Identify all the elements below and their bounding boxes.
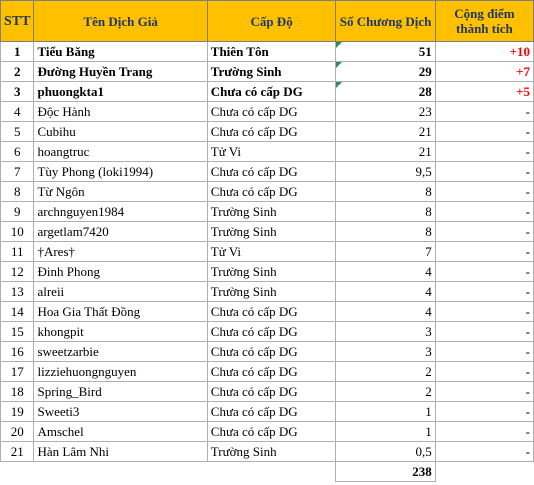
row-stt-cell[interactable]: 2 [1,62,34,82]
row-name-cell[interactable]: Độc Hành [34,102,207,122]
total-chapters-cell[interactable]: 238 [336,462,435,482]
header-stt[interactable]: STT [1,1,34,42]
row-level-cell[interactable]: Chưa có cấp DG [207,82,336,102]
row-chapters-cell[interactable]: 7 [336,242,435,262]
row-name-cell[interactable]: Đinh Phong [34,262,207,282]
row-chapters-cell[interactable]: 21 [336,142,435,162]
row-chapters-cell[interactable]: 4 [336,302,435,322]
row-name-cell[interactable]: lizziehuongnguyen [34,362,207,382]
table-row [1,362,534,382]
row-level-cell[interactable]: Chưa có cấp DG [207,122,336,142]
row-stt-cell[interactable]: 16 [1,342,34,362]
row-chapters-cell[interactable]: 1 [336,422,435,442]
row-stt-cell[interactable]: 8 [1,182,34,202]
row-chapters-cell[interactable]: 8 [336,222,435,242]
row-stt-cell[interactable]: 11 [1,242,34,262]
row-stt-cell[interactable]: 9 [1,202,34,222]
row-name-cell[interactable]: alreii [34,282,207,302]
row-bonus-cell[interactable]: +10 [435,42,533,62]
table-row [1,162,534,182]
row-stt-cell[interactable]: 17 [1,362,34,382]
row-name-cell[interactable]: archnguyen1984 [34,202,207,222]
row-stt-cell[interactable]: 15 [1,322,34,342]
row-bonus-cell[interactable]: - [435,142,533,162]
row-stt-cell[interactable]: 5 [1,122,34,142]
row-name-cell[interactable]: Sweeti3 [34,402,207,422]
table-row [1,142,534,162]
row-stt-cell[interactable]: 6 [1,142,34,162]
row-name-cell[interactable]: Đường Huyền Trang [34,62,207,82]
table-row [1,442,534,462]
row-chapters-cell[interactable]: 3 [336,342,435,362]
row-name-cell[interactable]: argetlam7420 [34,222,207,242]
row-name-cell[interactable]: sweetzarbie [34,342,207,362]
table-row [1,62,534,82]
row-level-cell[interactable]: Trường Sinh [207,62,336,82]
row-bonus-cell[interactable]: - [435,182,533,202]
row-bonus-cell[interactable]: - [435,202,533,222]
row-chapters-cell[interactable]: 4 [336,262,435,282]
row-bonus-cell[interactable]: - [435,402,533,422]
row-level-cell[interactable]: Chưa có cấp DG [207,102,336,122]
row-level-cell[interactable]: Trường Sinh [207,442,336,462]
row-chapters-cell[interactable]: 51 [336,42,435,62]
row-chapters-cell[interactable]: 9,5 [336,162,435,182]
row-level-cell[interactable]: Trường Sinh [207,282,336,302]
row-name-cell[interactable]: Cubihu [34,122,207,142]
row-level-cell[interactable]: Trường Sinh [207,262,336,282]
row-level-cell[interactable]: Trường Sinh [207,202,336,222]
row-stt-cell[interactable]: 1 [1,42,34,62]
header-row [1,1,534,42]
row-bonus-cell[interactable]: - [435,102,533,122]
row-chapters-cell[interactable]: 28 [336,82,435,102]
row-bonus-cell[interactable]: - [435,322,533,342]
row-chapters-cell[interactable]: 21 [336,122,435,142]
row-stt-cell[interactable]: 18 [1,382,34,402]
row-name-cell[interactable]: Spring_Bird [34,382,207,402]
row-bonus-cell[interactable]: - [435,242,533,262]
table-row [1,342,534,362]
table-row [1,82,534,102]
row-bonus-cell[interactable]: - [435,222,533,242]
row-name-cell[interactable]: khongpit [34,322,207,342]
row-level-cell[interactable]: Chưa có cấp DG [207,302,336,322]
table-row [1,322,534,342]
table-row [1,282,534,302]
row-chapters-cell[interactable]: 23 [336,102,435,122]
table-row [1,242,534,262]
row-name-cell[interactable]: Tùy Phong (loki1994) [34,162,207,182]
table-row [1,422,534,442]
row-name-cell[interactable]: Từ Ngôn [34,182,207,202]
row-level-cell[interactable]: Chưa có cấp DG [207,342,336,362]
row-bonus-cell[interactable]: - [435,282,533,302]
row-name-cell[interactable]: Hàn Lâm Nhi [34,442,207,462]
row-chapters-cell[interactable]: 0,5 [336,442,435,462]
row-stt-cell[interactable]: 12 [1,262,34,282]
row-level-cell[interactable]: Tử Vi [207,242,336,262]
row-level-cell[interactable]: Chưa có cấp DG [207,382,336,402]
row-stt-cell[interactable]: 19 [1,402,34,422]
row-name-cell[interactable]: †Ares† [34,242,207,262]
row-bonus-cell[interactable]: - [435,382,533,402]
row-chapters-cell[interactable]: 8 [336,202,435,222]
table-row [1,182,534,202]
row-bonus-cell[interactable]: - [435,422,533,442]
header-name[interactable]: Tên Dịch Giả [34,1,207,42]
row-name-cell[interactable]: Amschel [34,422,207,442]
row-bonus-cell[interactable]: - [435,342,533,362]
total-row [1,462,534,482]
table-row [1,402,534,422]
row-name-cell[interactable]: hoangtruc [34,142,207,162]
row-level-cell[interactable]: Chưa có cấp DG [207,402,336,422]
row-level-cell[interactable]: Trường Sinh [207,222,336,242]
row-chapters-cell[interactable]: 4 [336,282,435,302]
row-chapters-cell[interactable]: 29 [336,62,435,82]
total-empty-cell[interactable] [34,462,207,482]
row-chapters-cell[interactable]: 2 [336,362,435,382]
row-level-cell[interactable]: Thiên Tôn [207,42,336,62]
row-bonus-cell[interactable]: - [435,302,533,322]
header-level[interactable]: Cấp Độ [207,1,336,42]
row-bonus-cell[interactable]: - [435,162,533,182]
row-bonus-cell[interactable]: - [435,262,533,282]
row-stt-cell[interactable]: 7 [1,162,34,182]
row-stt-cell[interactable]: 10 [1,222,34,242]
row-level-cell[interactable]: Chưa có cấp DG [207,162,336,182]
row-stt-cell[interactable]: 14 [1,302,34,322]
row-name-cell[interactable]: Tiểu Băng [34,42,207,62]
row-stt-cell[interactable]: 13 [1,282,34,302]
row-level-cell[interactable]: Chưa có cấp DG [207,422,336,442]
row-stt-cell[interactable]: 4 [1,102,34,122]
row-stt-cell[interactable]: 20 [1,422,34,442]
table-row [1,102,534,122]
row-stt-cell[interactable]: 3 [1,82,34,102]
row-chapters-cell[interactable]: 8 [336,182,435,202]
total-empty-cell[interactable] [207,462,336,482]
row-bonus-cell[interactable]: +7 [435,62,533,82]
table-row [1,302,534,322]
total-empty-cell[interactable] [1,462,34,482]
row-name-cell[interactable]: Hoa Gia Thất Đồng [34,302,207,322]
table-row [1,382,534,402]
row-stt-cell[interactable]: 21 [1,442,34,462]
row-name-cell[interactable]: phuongkta1 [34,82,207,102]
table-row [1,122,534,142]
table-row [1,202,534,222]
row-chapters-cell[interactable]: 3 [336,322,435,342]
row-bonus-cell[interactable]: - [435,122,533,142]
total-empty-cell[interactable] [435,462,533,482]
table-row [1,222,534,242]
row-bonus-cell[interactable]: +5 [435,82,533,102]
row-bonus-cell[interactable]: - [435,442,533,462]
row-level-cell[interactable]: Tử Vi [207,142,336,162]
row-level-cell[interactable]: Chưa có cấp DG [207,182,336,202]
row-bonus-cell[interactable]: - [435,362,533,382]
table-row [1,262,534,282]
table-row [1,42,534,62]
row-level-cell[interactable]: Chưa có cấp DG [207,362,336,382]
header-chapters[interactable]: Số Chương Dịch [336,1,435,42]
row-chapters-cell[interactable]: 2 [336,382,435,402]
header-bonus[interactable]: Cộng điểm thành tích [435,1,533,42]
row-level-cell[interactable]: Chưa có cấp DG [207,322,336,342]
row-chapters-cell[interactable]: 1 [336,402,435,422]
